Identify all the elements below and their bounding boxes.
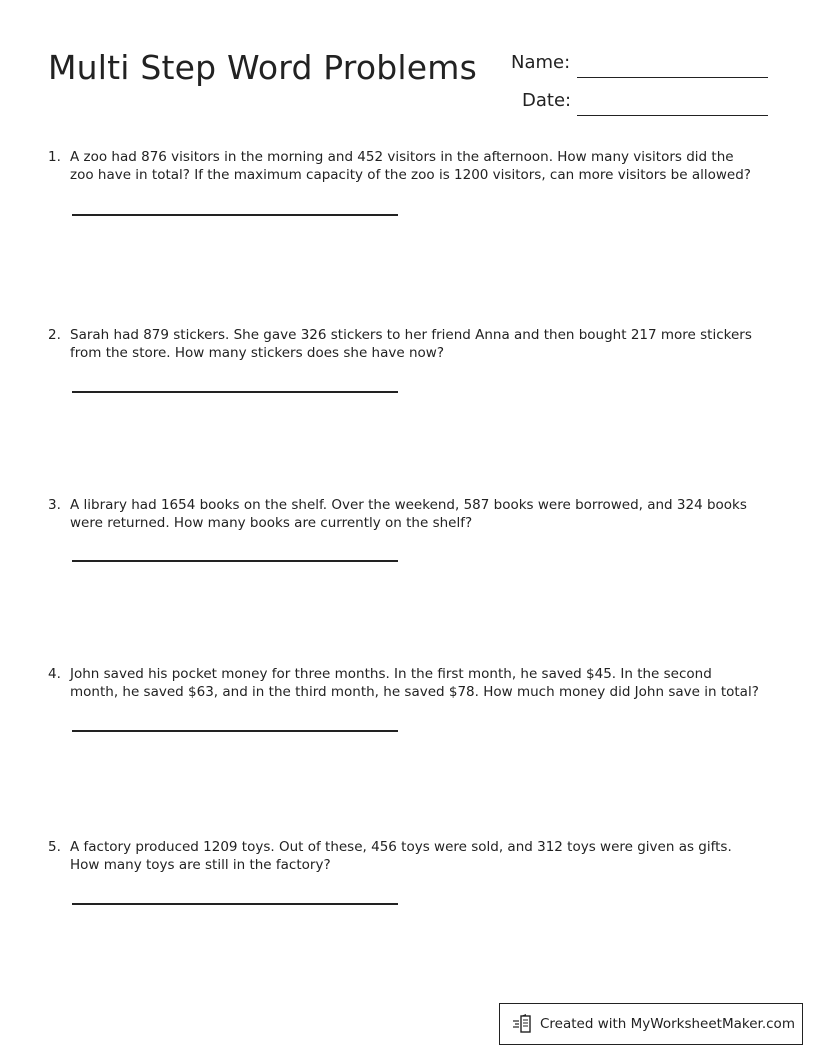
answer-line[interactable] <box>72 903 398 905</box>
question-number: 4. <box>48 666 61 682</box>
answer-line[interactable] <box>72 730 398 732</box>
answer-line[interactable] <box>72 560 398 562</box>
footer-text: Created with MyWorksheetMaker.com <box>540 1016 795 1032</box>
answer-line[interactable] <box>72 391 398 393</box>
question-number: 3. <box>48 497 61 513</box>
worksheet-maker-logo-icon <box>512 1013 534 1035</box>
date-field-line[interactable] <box>577 115 768 116</box>
name-label: Name: <box>511 52 571 73</box>
question-text: A zoo had 876 visitors in the morning and 452 visitors in the afternoon. How many visitors did the zoo have in total? If the maximum capacity of the zoo is 1200 visitors, can more visitors be allowed? <box>70 149 751 183</box>
question-text: A factory produced 1209 toys. Out of these, 456 toys were sold, and 312 toys were given as gifts. How many toys are still in the factory? <box>70 839 732 873</box>
question-number: 5. <box>48 839 61 855</box>
question-number: 2. <box>48 327 61 343</box>
answer-line[interactable] <box>72 214 398 216</box>
question-text: John saved his pocket money for three months. In the first month, he saved $45. In the second month, he saved $63, and in the third month, he saved $78. How much money did John save in total? <box>70 666 759 700</box>
footer-credit[interactable] <box>499 1003 803 1045</box>
question-text: A library had 1654 books on the shelf. Over the weekend, 587 books were borrowed, and 324 books were returned. How many books are currently on the shelf? <box>70 497 747 531</box>
question-number: 1. <box>48 149 61 165</box>
page-title: Multi Step Word Problems <box>48 48 477 87</box>
question-text: Sarah had 879 stickers. She gave 326 stickers to her friend Anna and then bought 217 more stickers from the store. How many stickers does she have now? <box>70 327 752 361</box>
name-field-line[interactable] <box>577 77 768 78</box>
date-label: Date: <box>522 90 572 111</box>
